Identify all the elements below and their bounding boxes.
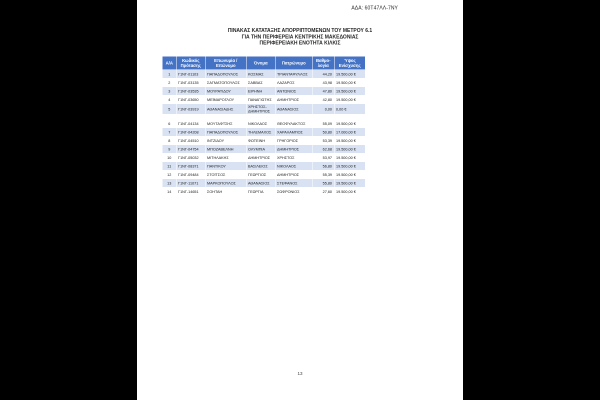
table-cell: ΝΙΚΟΛΑΟΣ xyxy=(275,162,312,171)
table-row xyxy=(162,104,365,115)
table-cell: 55,09 xyxy=(312,119,334,128)
title-line-3: ΠΕΡΙΦΕΡΕΙΑΚΗ ΕΝΟΤΗΤΑ ΚΙΛΚΙΣ xyxy=(259,40,341,46)
column-header-patronym: Πατρώνυμο xyxy=(275,56,312,70)
table-row xyxy=(162,128,365,137)
title-line-1: ΠΙΝΑΚΑΣ ΚΑΤΑΤΑΞΗΣ ΑΠΟΡΡΙΠΤΟΜΕΝΩΝ ΤΟΥ ΜΕΤΡΟΥ 6.1 xyxy=(227,28,373,34)
document-page xyxy=(137,0,463,400)
table-cell: 55,39 xyxy=(312,170,334,179)
table-cell: Γ1ΝΓ-04510 xyxy=(176,136,205,145)
table-row xyxy=(162,136,365,145)
table-cell: ΣΤΟΪΤΣΟΣ xyxy=(205,170,246,179)
table-cell: 11 xyxy=(162,162,176,171)
table-cell: ΣΑΓΜΑΤΟΠΟΥΛΟΣ xyxy=(205,78,246,87)
table-cell: ΙΝΤΖΙΔΟΥ xyxy=(205,136,246,145)
column-header-amount: Ύψος Ενίσχυσης xyxy=(334,56,365,70)
table-cell: 19.500,00 € xyxy=(334,145,365,154)
table-cell: 42,80 xyxy=(312,95,334,104)
table-cell: ΟΛΥΜΠΙΑ xyxy=(246,145,275,154)
table-cell: 19.500,00 € xyxy=(334,78,365,87)
table-cell: 47,80 xyxy=(312,87,334,96)
table-cell: 4 xyxy=(162,95,176,104)
table-row xyxy=(162,187,365,196)
table-cell: 13 xyxy=(162,179,176,188)
table-cell: 19.500,00 € xyxy=(334,87,365,96)
table-cell: ΘΕΟΦΥΛΑΚΤΟΣ xyxy=(275,119,312,128)
table-row xyxy=(162,78,365,87)
table-cell: 0,00 xyxy=(312,104,334,115)
table-row xyxy=(162,153,365,162)
table-cell: ΠΑΠΑΔΟΠΟΥΛΟΣ xyxy=(205,70,246,79)
table-cell: 17.000,00 € xyxy=(334,128,365,137)
table-cell: ΣΤΕΦΑΝΟΣ xyxy=(275,179,312,188)
table-cell: 53,39 xyxy=(312,136,334,145)
table-cell: ΑΘΑΝΑΣΙΟΣ xyxy=(246,179,275,188)
table-cell: 44,20 xyxy=(312,70,334,79)
table-cell: 10 xyxy=(162,153,176,162)
table-cell: ΠΑΝΑΓΙΩΤΗΣ xyxy=(246,95,275,104)
column-header-firstname: Όνομα xyxy=(246,56,275,70)
table-cell: ΜΟΥΤΑΦΤΣΗΣ xyxy=(205,119,246,128)
table-cell: Γ1ΝΓ-05032 xyxy=(176,153,205,162)
table-cell: 2 xyxy=(162,78,176,87)
table-cell: 27,60 xyxy=(312,187,334,196)
table-cell: 19.500,00 € xyxy=(334,70,365,79)
table-cell: Γ1ΝΓ-09484 xyxy=(176,170,205,179)
table-cell: ΜΠΟΖΑΒΕΛΝΗ xyxy=(205,145,246,154)
table-cell: 55,80 xyxy=(312,179,334,188)
table-cell: ΣΑΒΒΑΣ xyxy=(246,78,275,87)
table-cell: ΧΑΡΑΛΑΜΠΟΣ xyxy=(275,128,312,137)
table-cell: ΤΗΛΕΜΑΧΟΣ xyxy=(246,128,275,137)
table-cell: 5 xyxy=(162,104,176,115)
table-cell: Γ1ΝΓ-01103 xyxy=(176,70,205,79)
table-cell: 19.500,00 € xyxy=(334,95,365,104)
table-cell: ΔΗΜΗΤΡΙΟΣ xyxy=(246,153,275,162)
table-cell: ΠΑΝΤΙΚΟΥ xyxy=(205,162,246,171)
table-cell: 56,80 xyxy=(312,162,334,171)
table-cell: ΣΩΦΡΟΝΙΟΣ xyxy=(275,187,312,196)
table-cell: ΑΘΑΝΑΣΙΑΔΗΣ xyxy=(205,104,246,115)
ada-registry-code: ΑΔΑ: 60Τ47ΛΛ-7ΝΥ xyxy=(351,5,398,11)
table-cell: Γ1ΝΓ-04754 xyxy=(176,145,205,154)
table-header-row xyxy=(162,56,365,70)
table-cell: 14 xyxy=(162,187,176,196)
table-cell: ΑΘΑΝΑΣΙΟΣ xyxy=(275,104,312,115)
table-cell: 19.500,00 € xyxy=(334,136,365,145)
table-header xyxy=(162,56,365,70)
table-cell: Γ1ΝΓ-04208 xyxy=(176,128,205,137)
table-row xyxy=(162,145,365,154)
table-cell: ΧΡΗΣΤΟΣ xyxy=(275,153,312,162)
table-cell: ΔΗΜΗΤΡΙΟΣ xyxy=(275,145,312,154)
table-cell: ΜΟΥΡΑΤΙΔΟΥ xyxy=(205,87,246,96)
table-row xyxy=(162,95,365,104)
table-cell: ΚΟΣΜΑΣ xyxy=(246,70,275,79)
table-body xyxy=(162,70,365,196)
table-cell: Γ1ΝΓ-03919 xyxy=(176,104,205,115)
table-cell: ΒΑΣΙΛΕΙΟΣ xyxy=(246,162,275,171)
table-cell: 3 xyxy=(162,87,176,96)
table-cell: Γ1ΝΓ-03135 xyxy=(176,78,205,87)
table-cell: 19.500,00 € xyxy=(334,153,365,162)
table-cell: Γ1ΝΓ-03535 xyxy=(176,87,205,96)
table-cell: ΔΗΜΗΤΡΙΟΣ xyxy=(275,95,312,104)
table-cell: Γ1ΝΓ-04134 xyxy=(176,119,205,128)
table-row xyxy=(162,162,365,171)
table-cell: Γ1ΝΓ-11071 xyxy=(176,179,205,188)
table-cell: ΤΡΙΑΝΤΑΦΥΛΛΟΣ xyxy=(275,70,312,79)
table-cell: 19.500,00 € xyxy=(334,119,365,128)
column-header-surname: Επωνυμία / Επώνυμο xyxy=(205,56,246,70)
table-cell: ΣΟΗΤΑΗ xyxy=(205,187,246,196)
page-number: 13 xyxy=(297,371,303,376)
table-cell: 9 xyxy=(162,145,176,154)
table-row xyxy=(162,170,365,179)
table-cell: ΠΑΠΑΔΟΠΟΥΛΟΣ xyxy=(205,128,246,137)
table-cell: ΓΕΩΡΓΙΑ xyxy=(246,187,275,196)
table-cell: ΜΑΡΚΟΠΟΥΛΟΣ xyxy=(205,179,246,188)
table-cell: 19.500,00 € xyxy=(334,187,365,196)
table-cell: Γ1ΝΓ-14651 xyxy=(176,187,205,196)
table-cell: 6 xyxy=(162,119,176,128)
table-row xyxy=(162,179,365,188)
table-cell: Γ1ΝΓ-03650 xyxy=(176,95,205,104)
table-cell: ΧΡΗΣΤΟΣ-ΔΗΜΗΤΡΙΟΣ xyxy=(246,104,275,115)
table-cell: 1 xyxy=(162,70,176,79)
table-cell: 19.500,00 € xyxy=(334,162,365,171)
table-row xyxy=(162,87,365,96)
column-header-code: Κωδικός Πρότασης xyxy=(176,56,205,70)
table-cell: ΜΕΪΜΑΡΟΓΛΟΥ xyxy=(205,95,246,104)
table-cell: 43,98 xyxy=(312,78,334,87)
table-cell: ΓΕΩΡΓΙΟΣ xyxy=(246,170,275,179)
table-cell: 12 xyxy=(162,170,176,179)
table-cell: 19.500,00 € xyxy=(334,170,365,179)
table-cell: 53,97 xyxy=(312,153,334,162)
table-row xyxy=(162,119,365,128)
table-cell: 19.500,00 € xyxy=(334,179,365,188)
table-cell: 50,80 xyxy=(312,128,334,137)
table-cell: 7 xyxy=(162,128,176,137)
table-cell: ΦΩΤΕΙΝΗ xyxy=(246,136,275,145)
table-cell: ΜΙΤΗΛΑΚΗΣ xyxy=(205,153,246,162)
column-header-score: Βαθμο-λογία xyxy=(312,56,334,70)
title-line-2: ΓΙΑ ΤΗΝ ΠΕΡΙΦΕΡΕΙΑ ΚΕΝΤΡΙΚΗΣ ΜΑΚΕΔΟΝΙΑΣ xyxy=(241,34,359,40)
table-cell: ΓΡΗΓΟΡΙΟΣ xyxy=(275,136,312,145)
table-cell: ΑΝΤΩΝΙΟΣ xyxy=(275,87,312,96)
table-cell: Γ1ΝΓ-08371 xyxy=(176,162,205,171)
document-title xyxy=(137,28,463,47)
table-cell: ΝΙΚΟΛΑΟΣ xyxy=(246,119,275,128)
column-header-aa: Α/Α xyxy=(162,56,176,70)
table-cell: 0,00 € xyxy=(334,104,365,115)
table-cell: 8 xyxy=(162,136,176,145)
table-cell: ΔΗΜΗΤΡΙΟΣ xyxy=(275,170,312,179)
table-row xyxy=(162,70,365,79)
table-cell: ΛΑΖΑΡΟΣ xyxy=(275,78,312,87)
table-cell: 62,68 xyxy=(312,145,334,154)
table-cell: ΕΙΡΗΝΗ xyxy=(246,87,275,96)
ranking-table xyxy=(162,56,366,196)
